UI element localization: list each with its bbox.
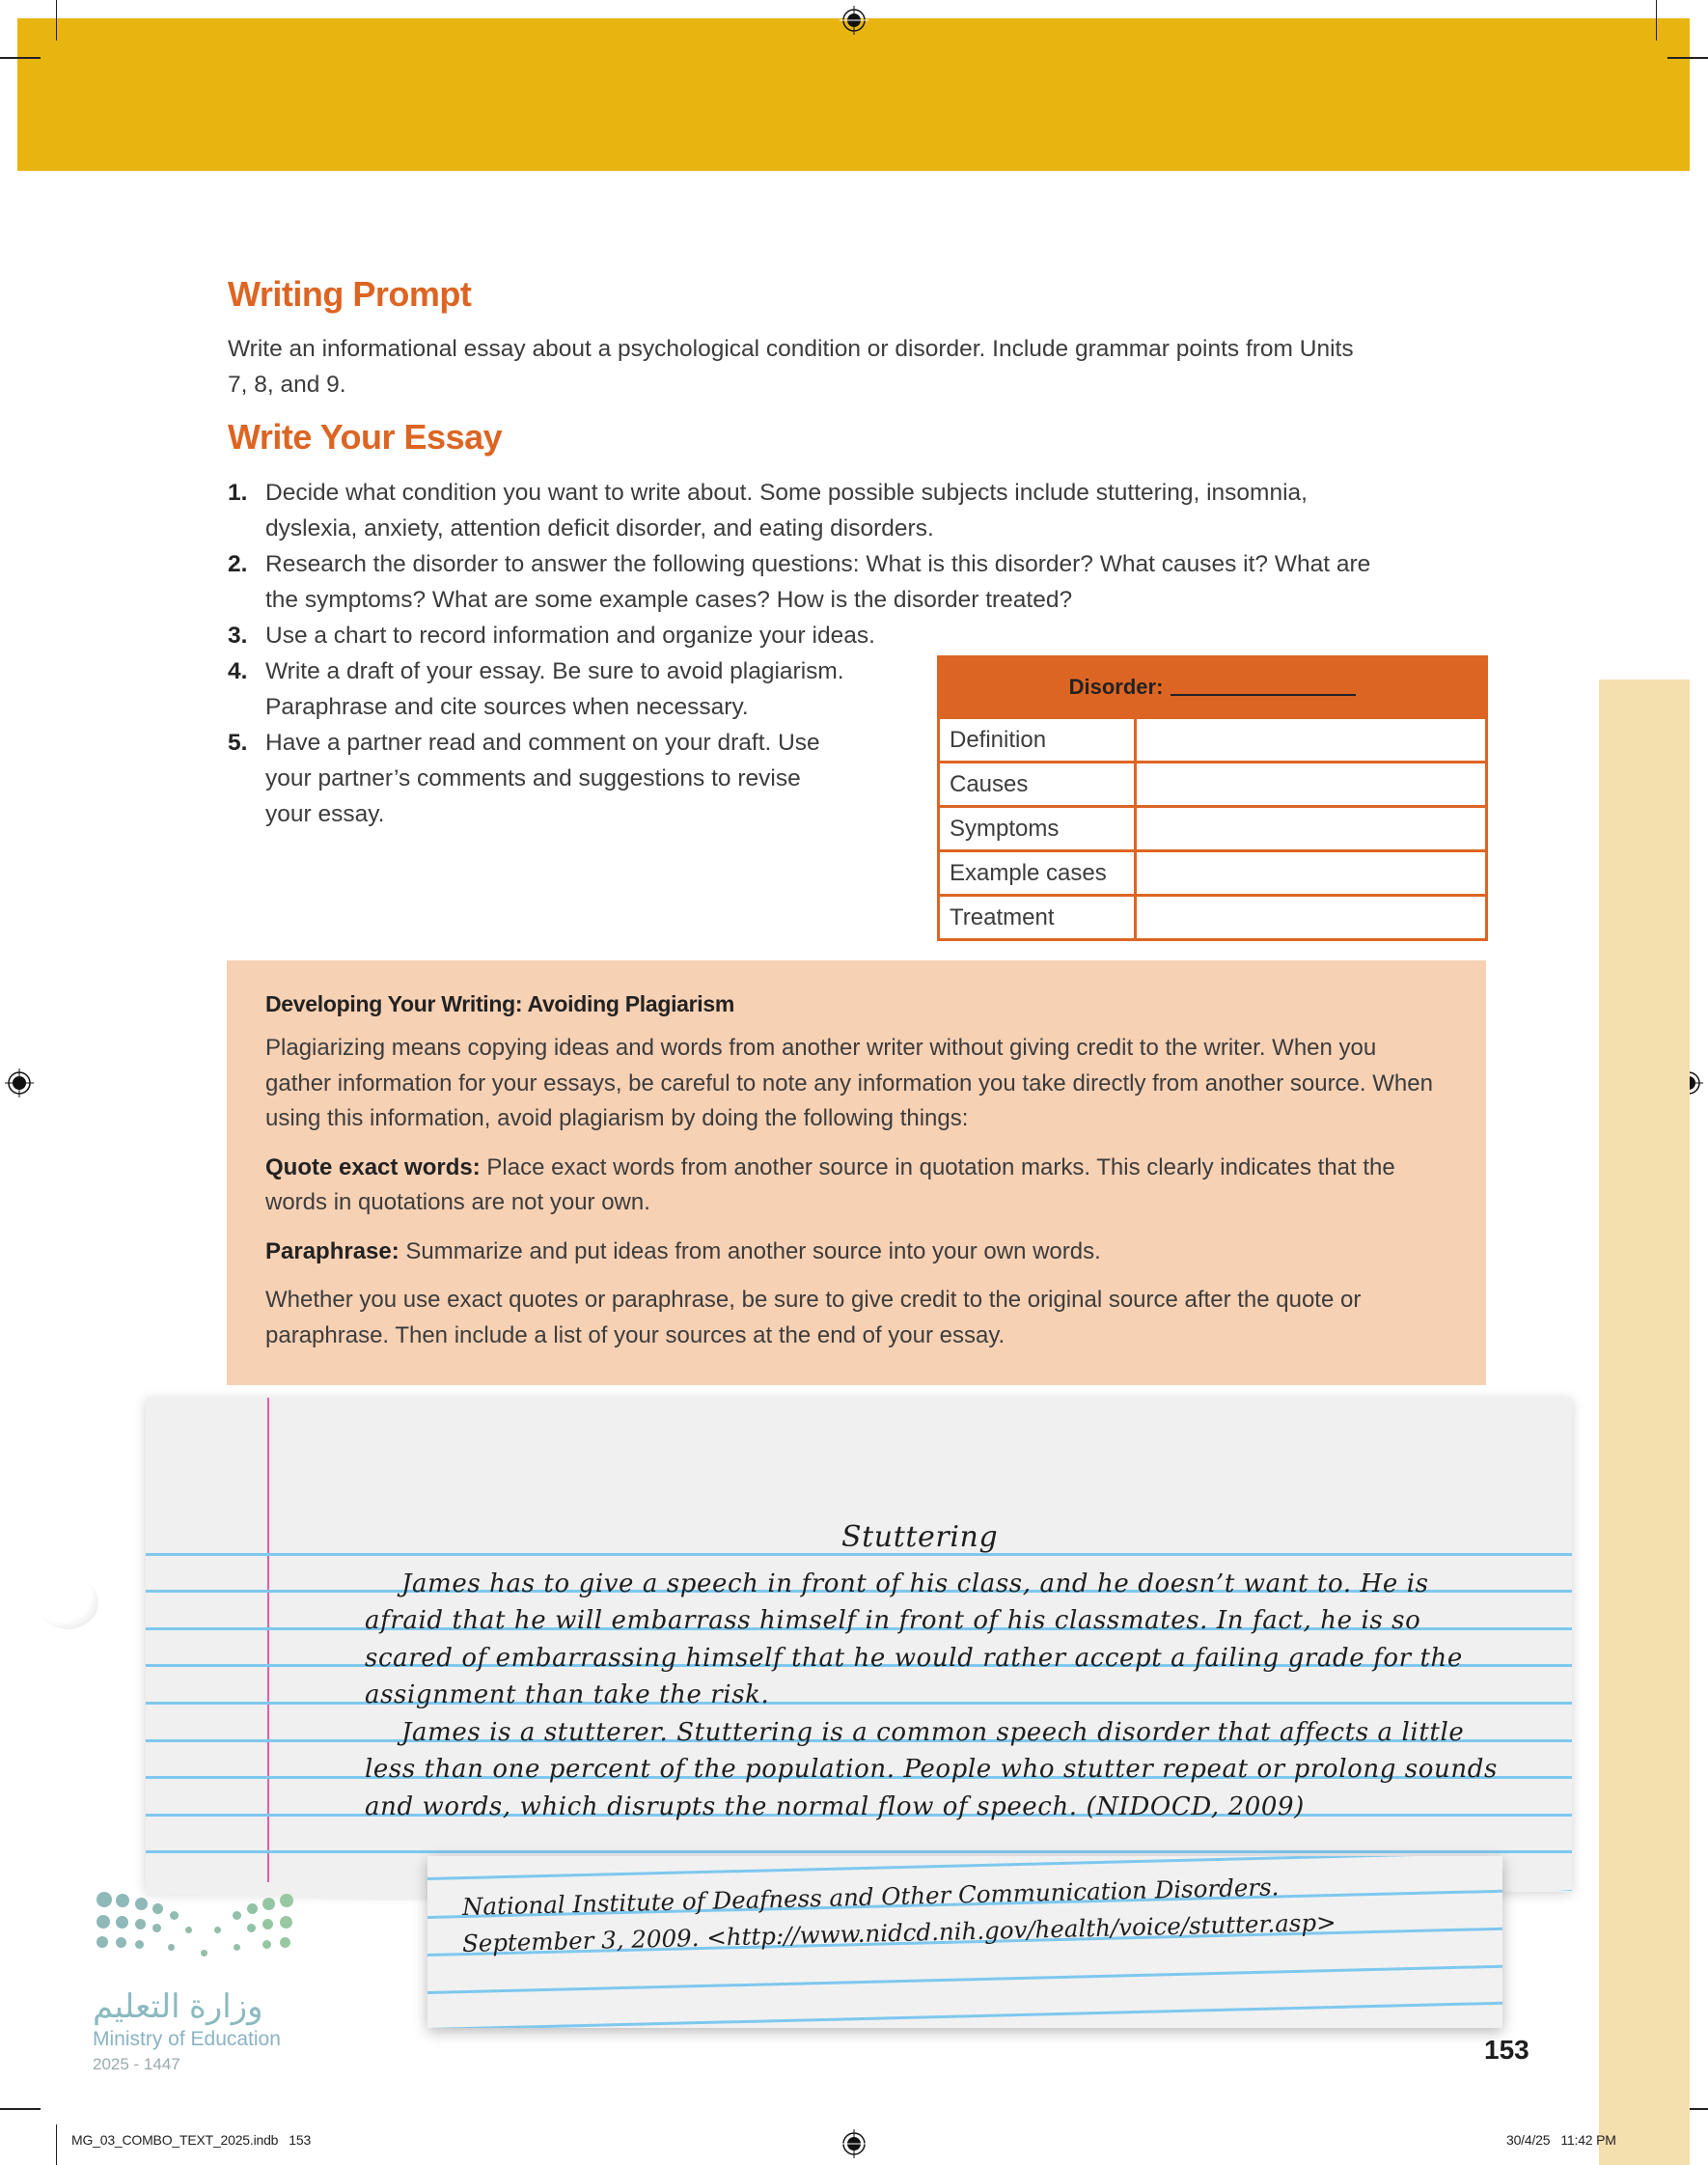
disorder-chart [937,655,1488,941]
paper-rule [146,1702,1572,1705]
card-rule [427,1856,1502,1880]
tip-quote-exact-words [265,1151,1447,1221]
step-text: your essay. [265,801,385,827]
crop-mark [1656,0,1657,41]
ministry-of-education-logo [93,1892,315,2074]
tip-closing: Whether you use exact quotes or paraphrase, be sure to give credit to the original source after the quote or paraphrase. Then include a list of your sources at the end of your essay. [265,1287,1362,1348]
step-number: 5. [228,730,248,756]
citation-card [427,1856,1502,2028]
page-number: 153 [1484,2035,1529,2065]
step-text: Have a partner read and comment on your draft. Use [265,730,820,756]
tip-quote-text: Place exact words from another source in quotation marks. This clearly indicates that the words in quotations are not your own. [265,1153,1395,1215]
writing-prompt-line: 7, 8, and 9. [228,372,346,398]
step-text: Paraphrase and cite sources when necessary. [265,694,749,720]
step-item [228,546,1482,618]
chart-row-example-cases [940,849,1485,894]
chart-row-label: Definition [940,719,1137,761]
chart-row-label: Example cases [940,852,1137,894]
step-text: Use a chart to record information and organize your ideas. [265,623,875,649]
disorder-label: Disorder: [1068,675,1164,699]
step-item [228,653,894,725]
citation-line: September 3, 2009. <http://www.nidcd.nih.gov/health/voice/stutter.asp> [461,1907,1336,1957]
slug-file-name: MG_03_COMBO_TEXT_2025.indb 153 [71,2132,312,2148]
step-number: 1. [228,480,248,506]
registration-mark-icon [840,6,868,35]
chart-cell-treatment[interactable] [1137,897,1485,938]
writing-prompt-text [228,331,1511,402]
write-your-essay-heading: Write Your Essay [228,417,503,457]
step-text: the symptoms? What are some example cases? How is the disorder treated? [265,587,1073,613]
disorder-chart-header [940,658,1485,716]
step-text: Decide what condition you want to write about. Some possible subjects include stuttering, insomnia, [265,480,1308,506]
logo-dots-icon [93,1892,295,1964]
crop-mark [0,57,41,59]
step-text: Write a draft of your essay. Be sure to avoid plagiarism. [265,658,844,684]
chart-cell-symptoms[interactable] [1137,808,1485,849]
tip-quote-label: Quote exact words: [265,1153,481,1180]
essay-line: afraid that he will embarrass himself in front of his classmates. In fact, he is so [365,1606,1421,1635]
chart-cell-example-cases[interactable] [1137,852,1485,894]
essay-line: James has to give a speech in front of his class, and he doesn’t want to. He is [401,1569,1429,1598]
chart-cell-definition[interactable] [1137,719,1485,761]
binder-hole [37,1575,98,1629]
chart-row-label: Symptoms [940,808,1137,849]
step-text: your partner’s comments and suggestions to revise [265,765,801,791]
writing-prompt-heading: Writing Prompt [228,274,472,314]
crop-mark [1667,57,1708,59]
writing-prompt-line: Write an informational essay about a psychological condition or disorder. Include grammar points from Units [228,336,1354,362]
registration-mark-icon [840,2129,868,2158]
disorder-blank-field[interactable] [1171,679,1356,696]
slug-date-time: 30/4/25 11:42 PM [1506,2132,1616,2148]
crop-mark [56,2124,57,2165]
paper-rule [146,1850,1572,1853]
step-number: 2. [228,551,248,577]
registration-mark-icon [5,1069,34,1097]
chart-row-definition [940,716,1485,761]
essay-line: assignment than take the risk. [365,1680,770,1709]
logo-year: 2025 - 1447 [93,2055,180,2073]
essay-line: less than one percent of the population. People who stutter repeat or prolong sounds [365,1755,1498,1784]
step-item [228,725,894,832]
essay-line: James is a stutterer. Stuttering is a common speech disorder that affects a little [401,1718,1465,1747]
citation-line: National Institute of Deafness and Other Communication Disorders. [461,1873,1280,1921]
crop-mark [0,2108,41,2110]
crop-mark [56,0,57,41]
essay-line: scared of embarrassing himself that he would rather accept a failing grade for the [365,1644,1463,1673]
essay-title: Stuttering [841,1520,999,1554]
paper-margin-line [267,1398,269,1892]
chart-row-label: Treatment [940,897,1137,938]
step-number: 4. [228,658,248,684]
chart-row-label: Causes [940,763,1137,805]
chart-row-causes [940,761,1485,805]
card-rule [427,1962,1502,1994]
side-color-strip [1599,680,1690,2165]
tip-paraphrase [265,1235,1447,1270]
logo-arabic-text: وزارة التعليم [93,1988,263,2025]
tip-intro: Plagiarizing means copying ideas and words from another writer without giving credit to the writer. When you gather information for your essays, be careful to note any information you take directly from another source. When using this information, avoid plagiarism by doing the following things: [265,1035,1433,1131]
step-text: Research the disorder to answer the following questions: What is this disorder? What causes it? What are [265,551,1371,577]
chart-row-treatment [940,894,1485,938]
avoiding-plagiarism-box [227,960,1486,1385]
essay-line: and words, which disrupts the normal flow of speech. (NIDOCD, 2009) [365,1792,1305,1821]
logo-english-text: Ministry of Education [93,2028,281,2050]
tip-box-title: Developing Your Writing: Avoiding Plagiarism [265,991,735,1016]
tip-paraphrase-label: Paraphrase: [265,1237,399,1264]
top-color-banner [17,18,1690,171]
chart-cell-causes[interactable] [1137,763,1485,805]
step-text: dyslexia, anxiety, attention deficit disorder, and eating disorders. [265,515,934,541]
step-item [228,618,1482,653]
chart-row-symptoms [940,805,1485,849]
step-number: 3. [228,623,248,649]
step-item [228,475,1482,546]
tip-paraphrase-text: Summarize and put ideas from another source into your own words. [399,1237,1101,1264]
card-rule [427,1999,1502,2028]
